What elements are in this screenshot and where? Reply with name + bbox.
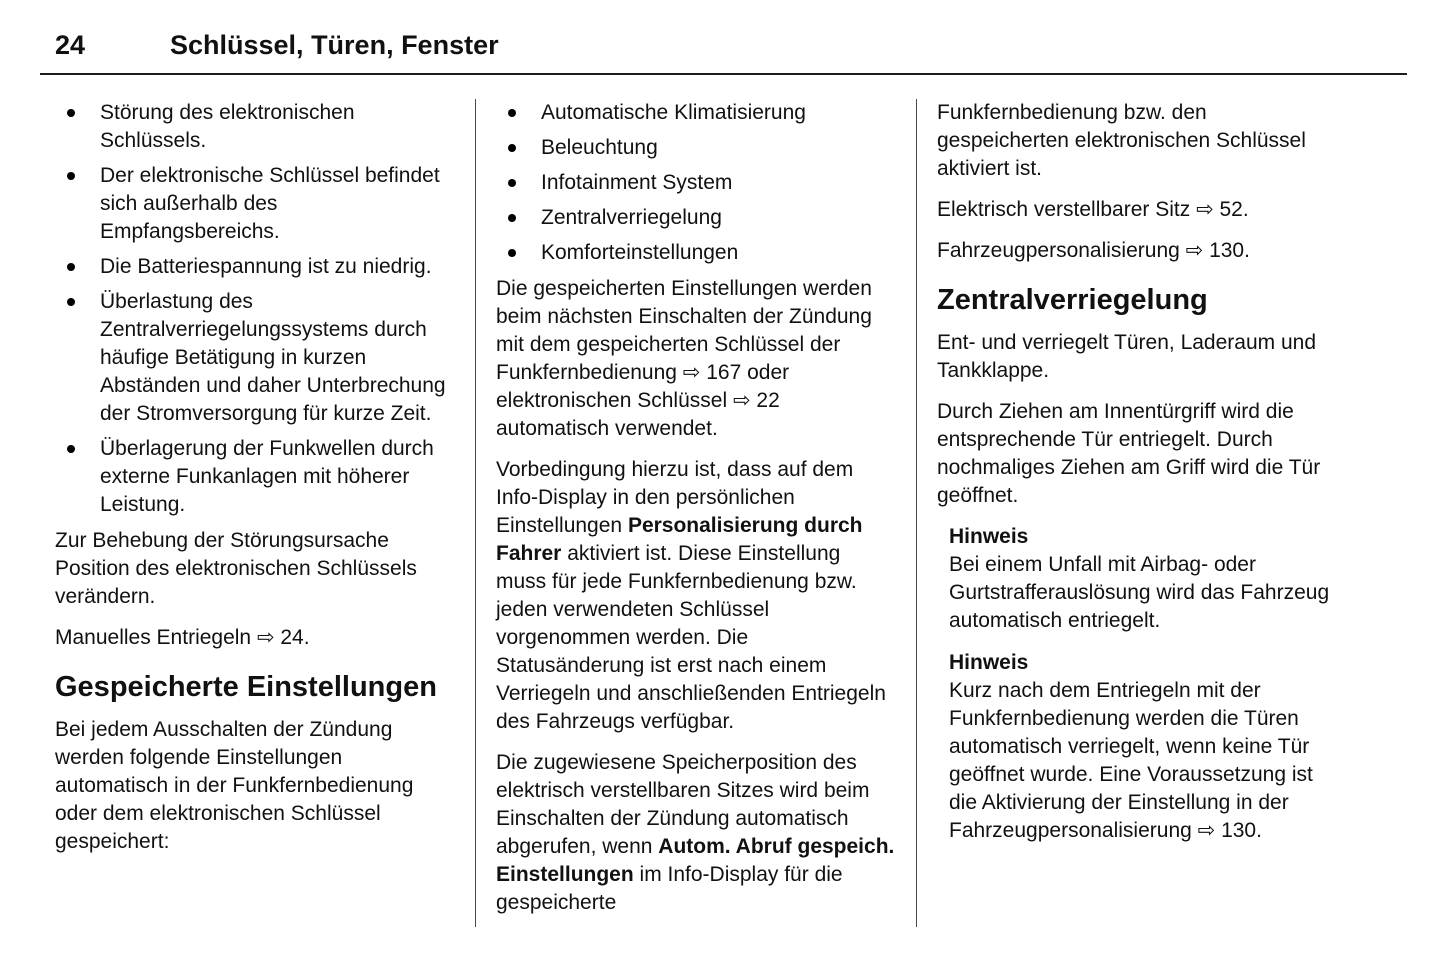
section-heading: Zentralverriegelung [937, 284, 1208, 316]
page-number: 24 [55, 30, 86, 60]
list-item: Infotainment System [496, 169, 896, 197]
column-separator [475, 99, 476, 927]
note-title: Hinweis [949, 525, 1029, 548]
list-item: Automatische Klimatisierung [496, 99, 896, 127]
paragraph: Durch Ziehen am Innentürgriff wird die entsprechende Tür entriegelt. Durch nochmaliges Ziehen am Griff wird die Tür geöffnet. [937, 400, 1321, 507]
paragraph: Bei jedem Ausschalten der Zündung werden folgende Einstellungen automatisch in der Funkfernbedienung oder dem elektronischen Schlüssel gespeichert: [55, 718, 414, 853]
paragraph-text: Vorbedingung hierzu ist, dass auf dem Info-Display in den persönlichen Einstellungen [496, 458, 854, 537]
list-item: Beleuchtung [496, 134, 896, 162]
section-heading: Gespeicherte Einstellungen [55, 671, 437, 703]
page-reference: Elektrisch verstellbarer Sitz ⇨ 52. [937, 198, 1249, 221]
note-block [949, 649, 1337, 845]
list-item: Überlastung des Zentralverriegelungssystems durch häufige Betätigung in kurzen Abständen und daher Unterbrechung der Stromversorgung für kurze Zeit. [55, 288, 455, 428]
list-item: Komforteinstellungen [496, 239, 896, 267]
note-text: Bei einem Unfall mit Airbag- oder Gurtstrafferauslösung wird das Fahrzeug automatisch entriegelt. [949, 553, 1330, 632]
stored-settings-list [496, 99, 896, 267]
paragraph: Ent- und verriegelt Türen, Laderaum und Tankklappe. [937, 331, 1317, 382]
page-header [40, 30, 1407, 61]
note-block [949, 523, 1337, 635]
paragraph-text: aktiviert ist. Diese Einstellung muss für jede Funkfernbedienung bzw. jeden verwendeten Schlüssel vorgenommen werden. Die Statusänderung ist erst nach einem Verriegeln und anschließenden Entriegeln des Fahrzeugs verfügbar. [496, 542, 886, 733]
paragraph-text: Die zugewiesene Speicherposition des elektrisch verstellbaren Sitzes wird beim Einschalten der Zündung automatisch abgerufen, wenn [496, 751, 870, 858]
list-item: Überlagerung der Funkwellen durch externe Funkanlagen mit höherer Leistung. [55, 435, 455, 519]
list-item: Die Batteriespannung ist zu niedrig. [55, 253, 455, 281]
column-2 [496, 99, 896, 930]
list-item: Zentralverriegelung [496, 204, 896, 232]
list-item: Der elektronische Schlüssel befindet sich außerhalb des Empfangsbereichs. [55, 162, 455, 246]
column-1 [55, 99, 455, 930]
fault-cause-list [55, 99, 455, 519]
paragraph: Funkfernbedienung bzw. den gespeicherten elektronischen Schlüssel aktiviert ist. [937, 101, 1306, 180]
paragraph: Die gespeicherten Einstellungen werden beim nächsten Einschalten der Zündung mit dem gespeicherten Schlüssel der Funkfernbedienung ⇨ 167 oder elektronischen Schlüssel ⇨ 22 automatisch verwendet. [496, 277, 872, 440]
page-reference: Fahrzeugpersonalisierung ⇨ 130. [937, 239, 1250, 262]
page-reference: Manuelles Entriegeln ⇨ 24. [55, 626, 310, 649]
setting-name-emphasis: Autom. Abruf gespeich. Einstellungen [496, 835, 895, 886]
list-item: Störung des elektronischen Schlüssels. [55, 99, 455, 155]
setting-name-emphasis: Personalisierung durch Fahrer [496, 514, 863, 565]
paragraph [496, 456, 896, 736]
chapter-title: Schlüssel, Türen, Fenster [170, 30, 499, 60]
text-columns [40, 75, 1407, 930]
column-3 [937, 99, 1337, 930]
column-separator [916, 99, 917, 927]
note-title: Hinweis [949, 651, 1029, 674]
note-text: Kurz nach dem Entriegeln mit der Funkfernbedienung werden die Türen automatisch verriegelt, wenn keine Tür geöffnet wurde. Eine Voraussetzung ist die Aktivierung der Einstellung in der Fahrzeugpersonalisierung ⇨ 130. [949, 679, 1313, 842]
paragraph [496, 749, 896, 917]
paragraph-text: im Info-Display für die gespeicherte [496, 863, 843, 914]
paragraph: Zur Behebung der Störungsursache Position des elektronischen Schlüssels verändern. [55, 529, 417, 608]
